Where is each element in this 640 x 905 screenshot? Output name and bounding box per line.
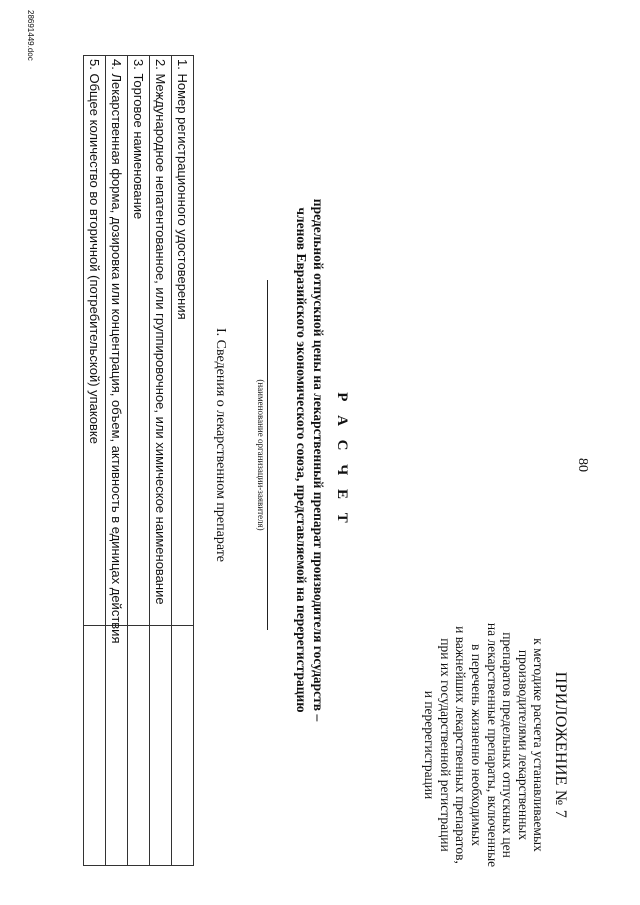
annex-line: производителями лекарственных xyxy=(515,649,531,841)
annex-line: на лекарственные препараты, включенные xyxy=(484,622,500,868)
section-title: I. Сведения о лекарственном препарате xyxy=(213,327,228,563)
table-row xyxy=(150,56,172,866)
calculation-subtitle-line: предельной отпускной цены на лекарственный препарат производителя государств – xyxy=(311,198,326,722)
row-value xyxy=(172,626,194,866)
annex-title: ПРИЛОЖЕНИЕ № 7 xyxy=(552,671,569,819)
drug-info-table xyxy=(83,55,194,866)
annex-line: препаратов предельных отпускных цен xyxy=(500,632,516,858)
row-value xyxy=(106,626,128,866)
table-row xyxy=(84,56,106,866)
annex-line: и перерегистрации xyxy=(422,690,438,800)
row-value xyxy=(150,626,172,866)
annex-line: при их государственной регистрации xyxy=(437,638,453,852)
annex-line: и важнейших лекарственных препаратов, xyxy=(453,626,469,864)
organization-caption: (наименование организации-заявителя) xyxy=(256,379,266,531)
row-label: 4. Лекарственная форма, дозировка или концентрация, объем, активность в единицах действия xyxy=(106,56,128,626)
table-row xyxy=(106,56,128,866)
row-label: 5. Общее количество во вторичной (потребительской) упаковке xyxy=(84,56,106,626)
calculation-heading: Р А С Ч Е Т xyxy=(334,392,350,528)
document-filename: 28691449.doc xyxy=(26,10,35,61)
annex-block xyxy=(422,620,568,870)
annex-line: в перечень жизненно необходимых xyxy=(469,644,485,846)
annex-line: к методике расчета устанавливаемых xyxy=(531,638,547,852)
row-label: 3. Торговое наименование xyxy=(128,56,150,626)
row-value xyxy=(84,626,106,866)
row-value xyxy=(128,626,150,866)
calculation-subtitle xyxy=(293,120,327,800)
row-label: 1. Номер регистрационного удостоверения xyxy=(172,56,194,626)
row-label: 2. Международное непатентованное, или группировочное, или химическое наименование xyxy=(150,56,172,626)
table-row xyxy=(128,56,150,866)
table-row xyxy=(172,56,194,866)
calculation-subtitle-line: членов Евразийского экономического союза, представляемой на перерегистрацию xyxy=(294,207,309,713)
page-number: 80 xyxy=(575,458,590,472)
organization-name-line xyxy=(267,280,268,630)
